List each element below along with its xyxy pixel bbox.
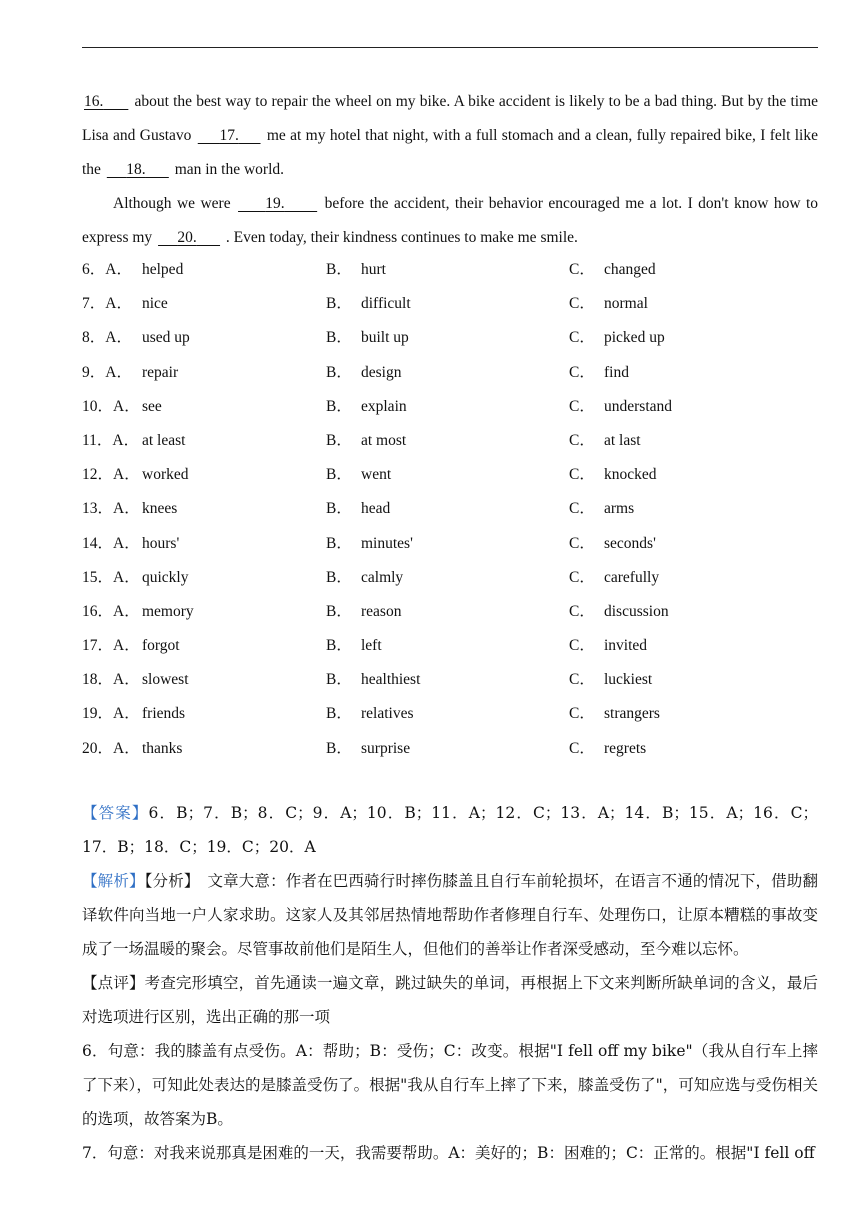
option-c: luckiest bbox=[604, 671, 653, 689]
option-row-12 bbox=[82, 458, 818, 492]
option-c-letter: C． bbox=[569, 466, 595, 484]
question-number: 12．A． bbox=[82, 466, 140, 484]
explanation-7: 7．句意：对我来说那真是困难的一天，我需要帮助。A：美好的；B：困难的；C：正常的。根据"I fell off bbox=[82, 1144, 815, 1162]
option-c-letter: C． bbox=[569, 568, 595, 586]
blank-19: 19. bbox=[265, 195, 285, 212]
question-number: 20．A． bbox=[82, 739, 140, 757]
option-c-letter: C． bbox=[569, 637, 595, 655]
option-b: reason bbox=[361, 602, 402, 620]
options-list bbox=[82, 253, 818, 766]
option-c: understand bbox=[604, 397, 673, 415]
option-b: difficult bbox=[361, 295, 411, 313]
option-row-15 bbox=[82, 561, 818, 595]
option-row-18 bbox=[82, 663, 818, 697]
option-c-letter: C． bbox=[569, 261, 595, 278]
option-a: helped bbox=[142, 261, 184, 278]
option-row-17 bbox=[82, 629, 818, 663]
question-number: 9．A． bbox=[82, 363, 132, 381]
option-row-16 bbox=[82, 595, 818, 629]
answer-key bbox=[82, 796, 818, 864]
option-b-letter: B． bbox=[326, 329, 352, 347]
option-b: at most bbox=[361, 431, 407, 449]
question-number: 14．A． bbox=[82, 534, 140, 552]
option-b: hurt bbox=[361, 261, 386, 278]
analysis-summary bbox=[82, 864, 818, 966]
option-b-letter: B． bbox=[326, 568, 352, 586]
analysis-text: 文章大意：作者在巴西骑行时摔伤膝盖且自行车前轮损坏，在语言不通的情况下，借助翻译软件向当地一户人家求助。这家人及其邻居热情地帮助作者修理自行车、处理伤口，让原本糟糕的事故变成了一场温暖的聚会。尽管事故前他们是陌生人，但他们的善举让作者深受感动，至今难以忘怀。 bbox=[82, 872, 818, 958]
option-b-letter: B． bbox=[326, 500, 352, 518]
option-row-7 bbox=[82, 287, 818, 321]
option-b-letter: B． bbox=[326, 739, 352, 757]
option-c-letter: C． bbox=[569, 500, 595, 518]
option-c-letter: C． bbox=[569, 739, 595, 757]
question-number: 6．A． bbox=[82, 261, 132, 278]
option-b: explain bbox=[361, 397, 407, 415]
option-c: changed bbox=[604, 261, 656, 278]
option-a: hours' bbox=[142, 534, 180, 552]
option-c: discussion bbox=[604, 602, 669, 620]
option-row-20 bbox=[82, 732, 818, 766]
option-a: friends bbox=[142, 705, 186, 723]
option-c: regrets bbox=[604, 739, 647, 757]
passage-paragraph-2: Although we were 19. before the accident, their behavior encouraged me a lot. I don't know how to express my 20. . Even today, their kindness continues to make me smile. bbox=[82, 195, 819, 246]
option-b-letter: B． bbox=[326, 671, 352, 689]
option-a: thanks bbox=[142, 739, 183, 757]
comment bbox=[82, 966, 818, 1034]
option-c: seconds' bbox=[604, 534, 656, 552]
option-c-letter: C． bbox=[569, 705, 595, 723]
option-b-letter: B． bbox=[326, 431, 352, 449]
option-row-8 bbox=[82, 321, 818, 355]
question-number: 17．A． bbox=[82, 637, 140, 655]
answer-text: 6．B；7．B；8．C；9．A；10．B；11．A；12．C；13．A；14．B；15．A；16．C；17．B；18．C；19．C；20．A bbox=[82, 804, 818, 856]
header-rule bbox=[82, 47, 818, 48]
option-b: calmly bbox=[361, 568, 404, 586]
option-b-letter: B． bbox=[326, 602, 352, 620]
option-a: forgot bbox=[142, 637, 180, 655]
answer-analysis-section bbox=[82, 796, 818, 1170]
option-c: strangers bbox=[604, 705, 660, 723]
option-c: invited bbox=[604, 637, 648, 655]
option-b-letter: B． bbox=[326, 466, 352, 484]
option-c: picked up bbox=[604, 329, 665, 347]
option-a: see bbox=[142, 397, 162, 415]
option-c: find bbox=[604, 363, 629, 381]
question-number: 8．A． bbox=[82, 329, 132, 347]
option-c: knocked bbox=[604, 466, 657, 484]
option-b-letter: B． bbox=[326, 637, 352, 655]
blank-18: 18. bbox=[126, 161, 146, 178]
question-number: 10．A． bbox=[82, 397, 140, 415]
option-b-letter: B． bbox=[326, 534, 352, 552]
option-c-letter: C． bbox=[569, 397, 595, 415]
option-b: went bbox=[361, 466, 392, 484]
option-row-11 bbox=[82, 424, 818, 458]
option-c: normal bbox=[604, 295, 648, 313]
option-c-letter: C． bbox=[569, 363, 595, 381]
question-number: 16．A． bbox=[82, 602, 140, 620]
passage-paragraph-1: 16. about the best way to repair the wheel on my bike. A bike accident is likely to be a bad thing. But by the time Lisa and Gustavo 17. me at my hotel that night, with a full stomach and a clean, fully repaired bike, I felt like the 18. man in the world. bbox=[82, 93, 819, 178]
question-number: 7．A． bbox=[82, 295, 132, 313]
option-c-letter: C． bbox=[569, 671, 595, 689]
blank-17: 17. bbox=[219, 127, 239, 144]
comment-text: 考查完形填空，首先通读一遍文章，跳过缺失的单词，再根据上下文来判断所缺单词的含义，最后对选项进行区别，选出正确的那一项 bbox=[82, 974, 818, 1026]
option-row-14 bbox=[82, 527, 818, 561]
option-a: at least bbox=[142, 431, 186, 449]
question-number: 11．A． bbox=[82, 431, 140, 449]
option-b: healthiest bbox=[361, 671, 421, 689]
blank-16: 16. bbox=[84, 93, 104, 110]
option-b: head bbox=[361, 500, 391, 518]
option-a: memory bbox=[142, 602, 194, 620]
option-a: worked bbox=[142, 466, 189, 484]
option-row-13 bbox=[82, 492, 818, 526]
option-c-letter: C． bbox=[569, 602, 595, 620]
option-b: minutes' bbox=[361, 534, 413, 552]
option-c-letter: C． bbox=[569, 534, 595, 552]
explanation-6: 6．句意：我的膝盖有点受伤。A：帮助；B：受伤；C：改变。根据"I fell off my bike"（我从自行车上摔了下来），可知此处表达的是膝盖受伤了。根据"我从自行车上摔了下来，膝盖受伤了"，可知应选与受伤相关的选项，故答案为B。 bbox=[82, 1042, 818, 1128]
question-number: 19．A． bbox=[82, 705, 140, 723]
option-row-10 bbox=[82, 390, 818, 424]
option-a: slowest bbox=[142, 671, 189, 689]
option-c: at last bbox=[604, 431, 641, 449]
option-row-6 bbox=[82, 253, 818, 287]
option-c-letter: C． bbox=[569, 295, 595, 313]
analysis-subtag: 【分析】 bbox=[144, 872, 192, 890]
option-row-19 bbox=[82, 697, 818, 731]
comment-tag: 【点评】 bbox=[82, 974, 145, 992]
option-b-letter: B． bbox=[326, 397, 352, 415]
question-number: 13．A． bbox=[82, 500, 140, 518]
option-a: repair bbox=[142, 363, 179, 381]
option-a: knees bbox=[142, 500, 178, 518]
option-a: nice bbox=[142, 295, 168, 313]
question-number: 15．A． bbox=[82, 568, 140, 586]
option-b-letter: B． bbox=[326, 363, 352, 381]
option-b: left bbox=[361, 637, 382, 655]
option-b: design bbox=[361, 363, 402, 381]
option-c-letter: C． bbox=[569, 329, 595, 347]
option-b-letter: B． bbox=[326, 261, 352, 278]
answer-tag: 【答案】 bbox=[82, 804, 149, 822]
option-b: relatives bbox=[361, 705, 414, 723]
option-c: arms bbox=[604, 500, 635, 518]
option-b-letter: B． bbox=[326, 295, 352, 313]
option-c: carefully bbox=[604, 568, 660, 586]
option-row-9 bbox=[82, 356, 818, 390]
option-c-letter: C． bbox=[569, 431, 595, 449]
option-b: built up bbox=[361, 329, 409, 347]
analysis-tag: 【解析】 bbox=[82, 872, 145, 890]
option-b-letter: B． bbox=[326, 705, 352, 723]
option-b: surprise bbox=[361, 739, 411, 757]
passage-text bbox=[82, 85, 818, 255]
option-a: quickly bbox=[142, 568, 189, 586]
blank-20: 20. bbox=[177, 229, 197, 246]
option-a: used up bbox=[142, 329, 190, 347]
question-number: 18．A． bbox=[82, 671, 140, 689]
